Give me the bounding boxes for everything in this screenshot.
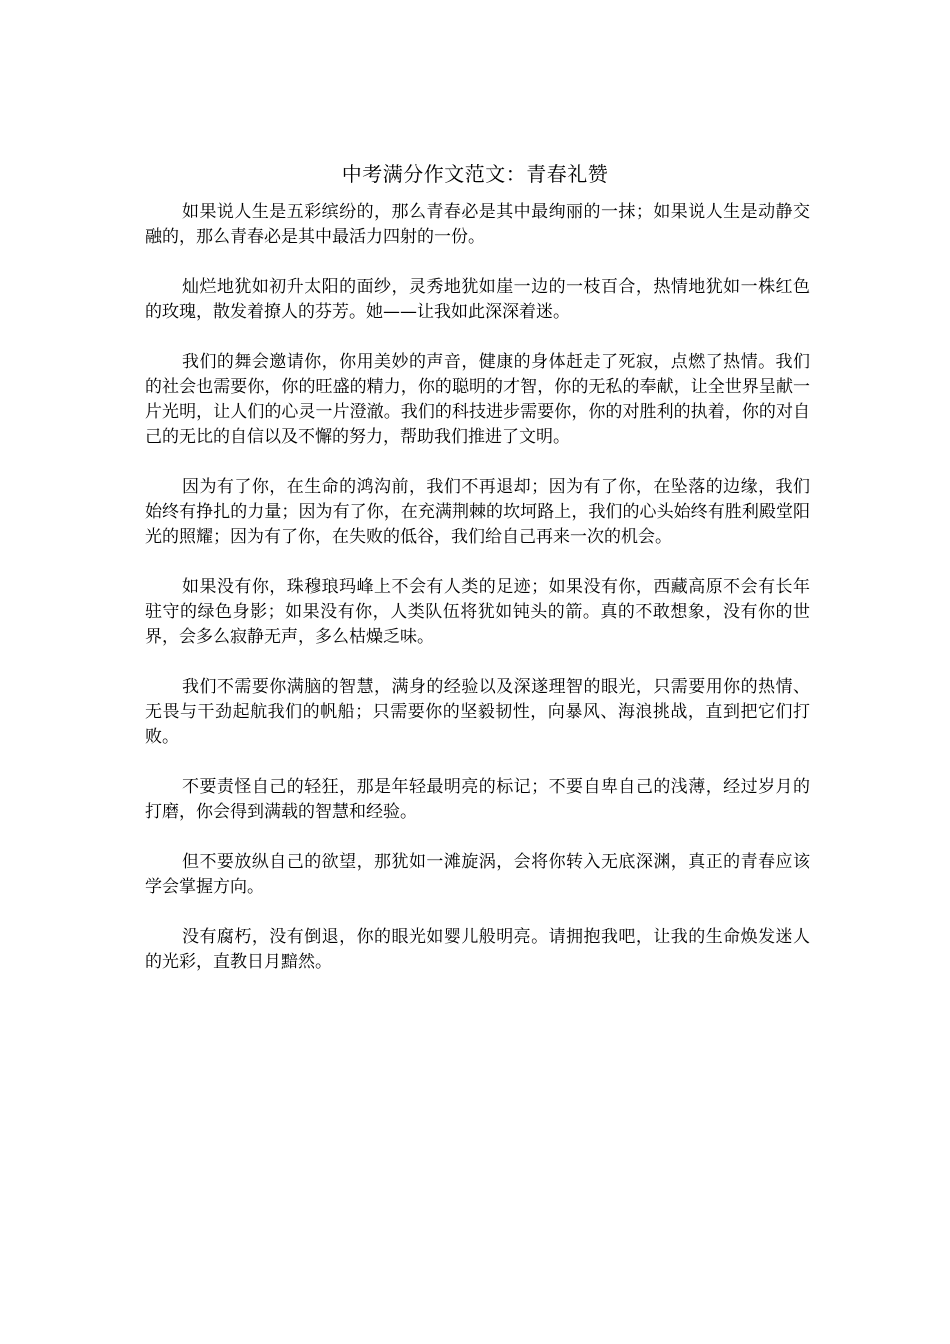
- paragraph: 我们的舞会邀请你，你用美妙的声音，健康的身体赶走了死寂，点燃了热情。我们的社会也需要你，你的旺盛的精力，你的聪明的才智，你的无私的奉献，让全世界呈献一片光明，让人们的心灵一片澄澈。我们的科技进步需要你，你的对胜利的执着，你的对自己的无比的自信以及不懈的努力，帮助我们推进了文明。: [145, 352, 810, 447]
- paragraph: 但不要放纵自己的欲望，那犹如一滩旋涡，会将你转入无底深渊，真正的青春应该学会掌握方向。: [145, 852, 810, 897]
- paragraph: 不要责怪自己的轻狂，那是年轻最明亮的标记；不要自卑自己的浅薄，经过岁月的打磨，你会得到满载的智慧和经验。: [145, 777, 810, 822]
- paragraph: 如果说人生是五彩缤纷的，那么青春必是其中最绚丽的一抹；如果说人生是动静交融的，那么青春必是其中最活力四射的一份。: [145, 202, 810, 247]
- paragraph: 没有腐朽，没有倒退，你的眼光如婴儿般明亮。请拥抱我吧，让我的生命焕发迷人的光彩，直教日月黯然。: [145, 927, 810, 972]
- paragraph: 如果没有你，珠穆琅玛峰上不会有人类的足迹；如果没有你，西藏高原不会有长年驻守的绿色身影；如果没有你，人类队伍将犹如钝头的箭。真的不敢想象，没有你的世界，会多么寂静无声，多么枯燥乏味。: [145, 577, 810, 647]
- paragraph: 灿烂地犹如初升太阳的面纱，灵秀地犹如崖一边的一枝百合，热情地犹如一株红色的玫瑰，散发着撩人的芬芳。她——让我如此深深着迷。: [145, 277, 810, 322]
- paragraph: 我们不需要你满脑的智慧，满身的经验以及深遂理智的眼光，只需要用你的热情、无畏与干劲起航我们的帆船；只需要你的坚毅韧性，向暴风、海浪挑战，直到把它们打败。: [145, 677, 810, 747]
- document-body: [145, 200, 810, 1000]
- document-title: 中考满分作文范文：青春礼赞: [341, 162, 609, 186]
- paragraph: 因为有了你，在生命的鸿沟前，我们不再退却；因为有了你，在坠落的边缘，我们始终有挣扎的力量；因为有了你，在充满荆棘的坎坷路上，我们的心头始终有胜利殿堂阳光的照耀；因为有了你，在失败的低谷，我们给自己再来一次的机会。: [145, 477, 810, 547]
